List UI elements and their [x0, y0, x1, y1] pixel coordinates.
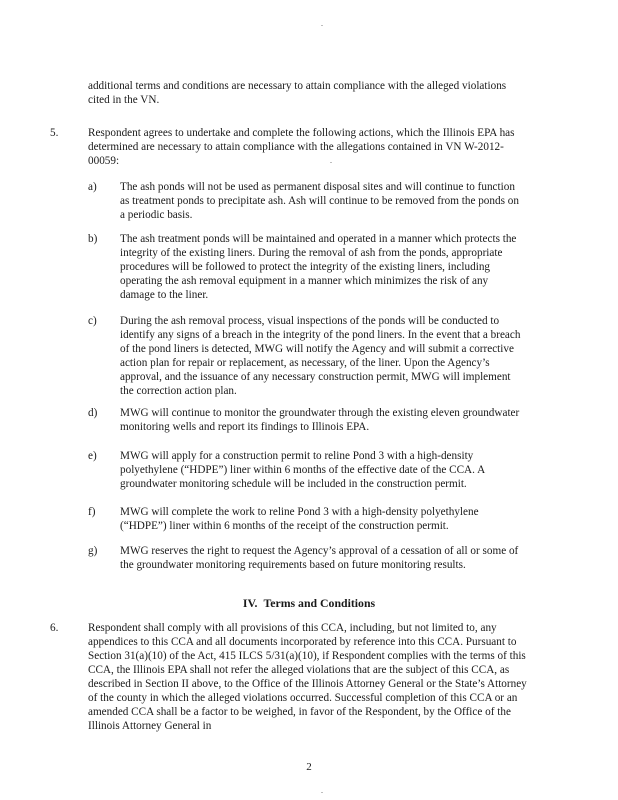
- item-a-label: a): [88, 181, 97, 193]
- item-g-label: g): [88, 545, 98, 557]
- section-6-text: Respondent shall comply with all provisions of this CCA, including, but not limited to, any appendices to this CCA and all documents incorporated by reference into this CCA. Pursuant to Section 31(a)(10) of the Act, 415 ILCS 5/31(a)(10), if Respondent complies with the terms of this CCA, the Illinois EPA shall not refer the alleged violations that are the subject of this CCA, as described in Section II above, to the Office of the Illinois Attorney General or the State’s Attorney of the county in which the alleged violations occurred. Successful completion of this CCA or an amended CCA shall be a factor to be weighed, in favor of the Respondent, by the Office of the Illinois Attorney General in: [88, 622, 527, 732]
- item-b-label: b): [88, 233, 98, 245]
- section-heading-number: IV.: [242, 596, 258, 610]
- scan-speck-middle: .: [330, 156, 332, 165]
- section-heading-title: Terms and Conditions: [263, 596, 376, 610]
- scan-speck-top: .: [321, 19, 323, 28]
- item-e-text: MWG will apply for a construction permit to reline Pond 3 with a high-density polyethylene (“HDPE”) liner within 6 months of the effective date of the CCA. A groundwater monitoring schedule will be included in the construction permit.: [120, 450, 485, 490]
- item-c-label: c): [88, 315, 97, 327]
- item-f-label: f): [88, 506, 96, 518]
- scan-speck-bottom: .: [321, 786, 323, 795]
- item-d-label: d): [88, 407, 98, 419]
- item-e-label: e): [88, 450, 97, 462]
- item-g-text: MWG reserves the right to request the Agency’s approval of a cessation of all or some of the groundwater monitoring requirements based on future monitoring results.: [120, 545, 519, 571]
- page-number: 2: [306, 761, 312, 773]
- section-5-intro: Respondent agrees to undertake and complete the following actions, which the Illinois EPA has determined are necessary to attain compliance with the allegations contained in VN W-2012-00059:: [88, 127, 515, 167]
- section-heading: [0, 596, 618, 610]
- item-b-text: The ash treatment ponds will be maintained and operated in a manner which protects the integrity of the existing liners. During the removal of ash from the ponds, appropriate procedures will be followed to protect the integrity of the existing liners, including operating the ash removal equipment in a manner which minimizes the risk of any damage to the liner.: [120, 233, 517, 301]
- section-6-number: 6.: [50, 622, 59, 634]
- item-a-text: The ash ponds will not be used as permanent disposal sites and will continue to function as treatment ponds to precipitate ash. Ash will continue to be removed from the ponds on a periodic basis.: [120, 181, 519, 221]
- item-f-text: MWG will complete the work to reline Pond 3 with a high-density polyethylene (“HDPE”) liner within 6 months of the receipt of the construction permit.: [120, 506, 479, 532]
- item-d-text: MWG will continue to monitor the groundwater through the existing eleven groundwater monitoring wells and report its findings to Illinois EPA.: [120, 407, 520, 433]
- item-c-text: During the ash removal process, visual inspections of the ponds will be conducted to identify any signs of a breach in the integrity of the pond liners. In the event that a breach of the pond liners is detected, MWG will notify the Agency and will submit a corrective action plan for repair or replacement, as necessary, of the liner. Upon the Agency’s approval, and the issuance of any necessary construction permit, MWG will implement the correction action plan.: [120, 315, 521, 397]
- section-5-number: 5.: [50, 127, 59, 139]
- continuation-paragraph: additional terms and conditions are necessary to attain compliance with the alleged violations cited in the VN.: [88, 80, 507, 106]
